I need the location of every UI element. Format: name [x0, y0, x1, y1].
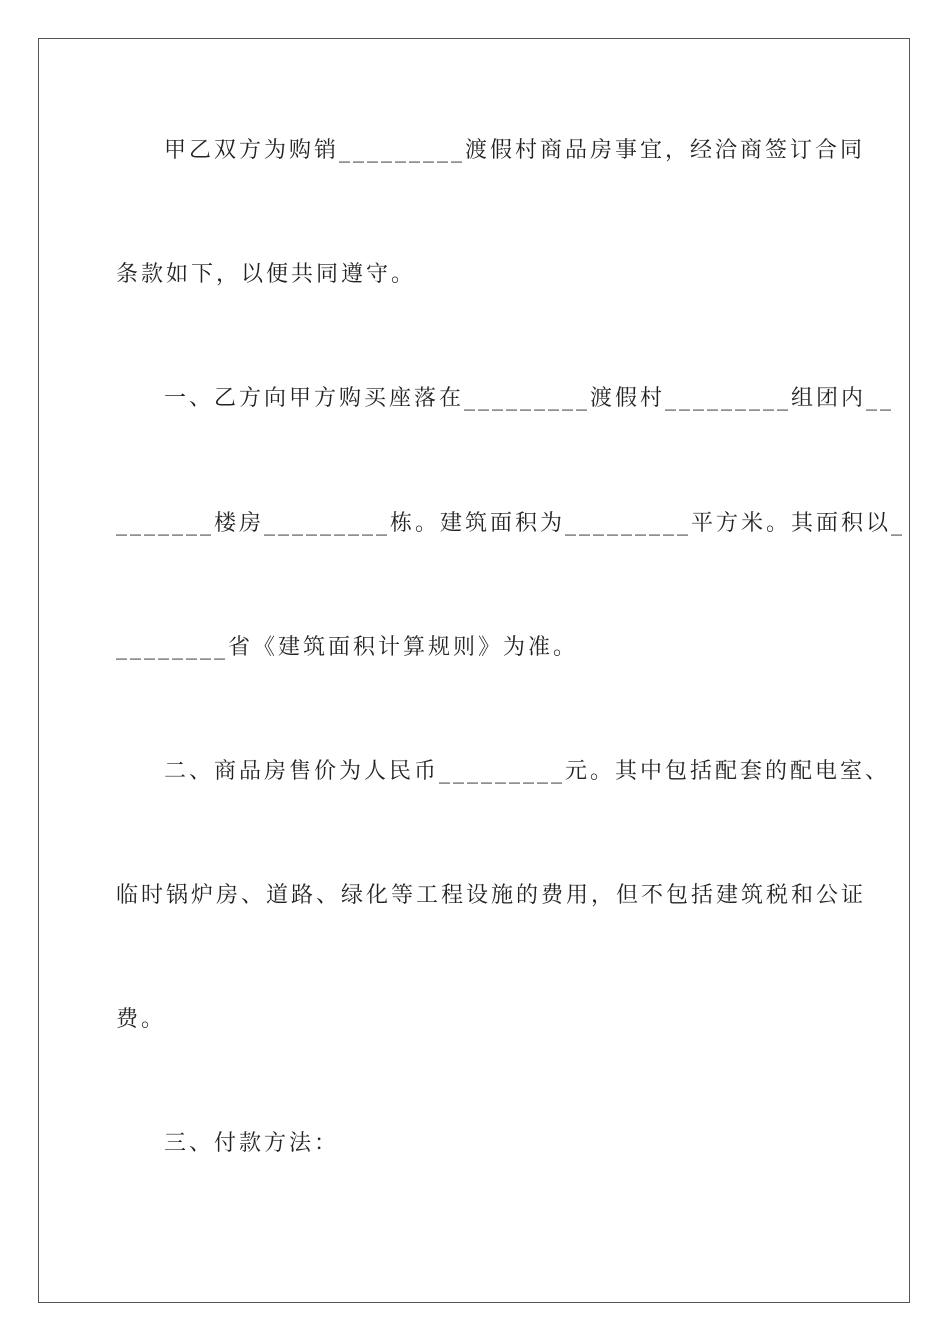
- paragraph-intro-line-1: 甲乙双方为购销_________渡假村商品房事宜，经洽商签订合同: [164, 138, 866, 163]
- clause-2-line-2: 临时锅炉房、道路、绿化等工程设施的费用，但不包括建筑税和公证: [116, 883, 867, 908]
- clause-2-line-1: 二、商品房售价为人民币_________元。其中包括配套的配电室、: [164, 759, 891, 784]
- page-frame: [38, 38, 910, 1303]
- clause-2-line-3: 费。: [116, 1007, 167, 1032]
- clause-1-line-1: 一、乙方向甲方购买座落在_________渡假村_________组团内__: [164, 386, 895, 411]
- clause-1-line-2: _______楼房_________栋。建筑面积为_________平方米。其面积以_: [116, 511, 906, 536]
- clause-1-line-3: ________省《建筑面积计算规则》为准。: [116, 635, 579, 660]
- paragraph-intro-line-2: 条款如下，以便共同遵守。: [116, 262, 417, 287]
- clause-3-heading: 三、付款方法：: [164, 1131, 340, 1156]
